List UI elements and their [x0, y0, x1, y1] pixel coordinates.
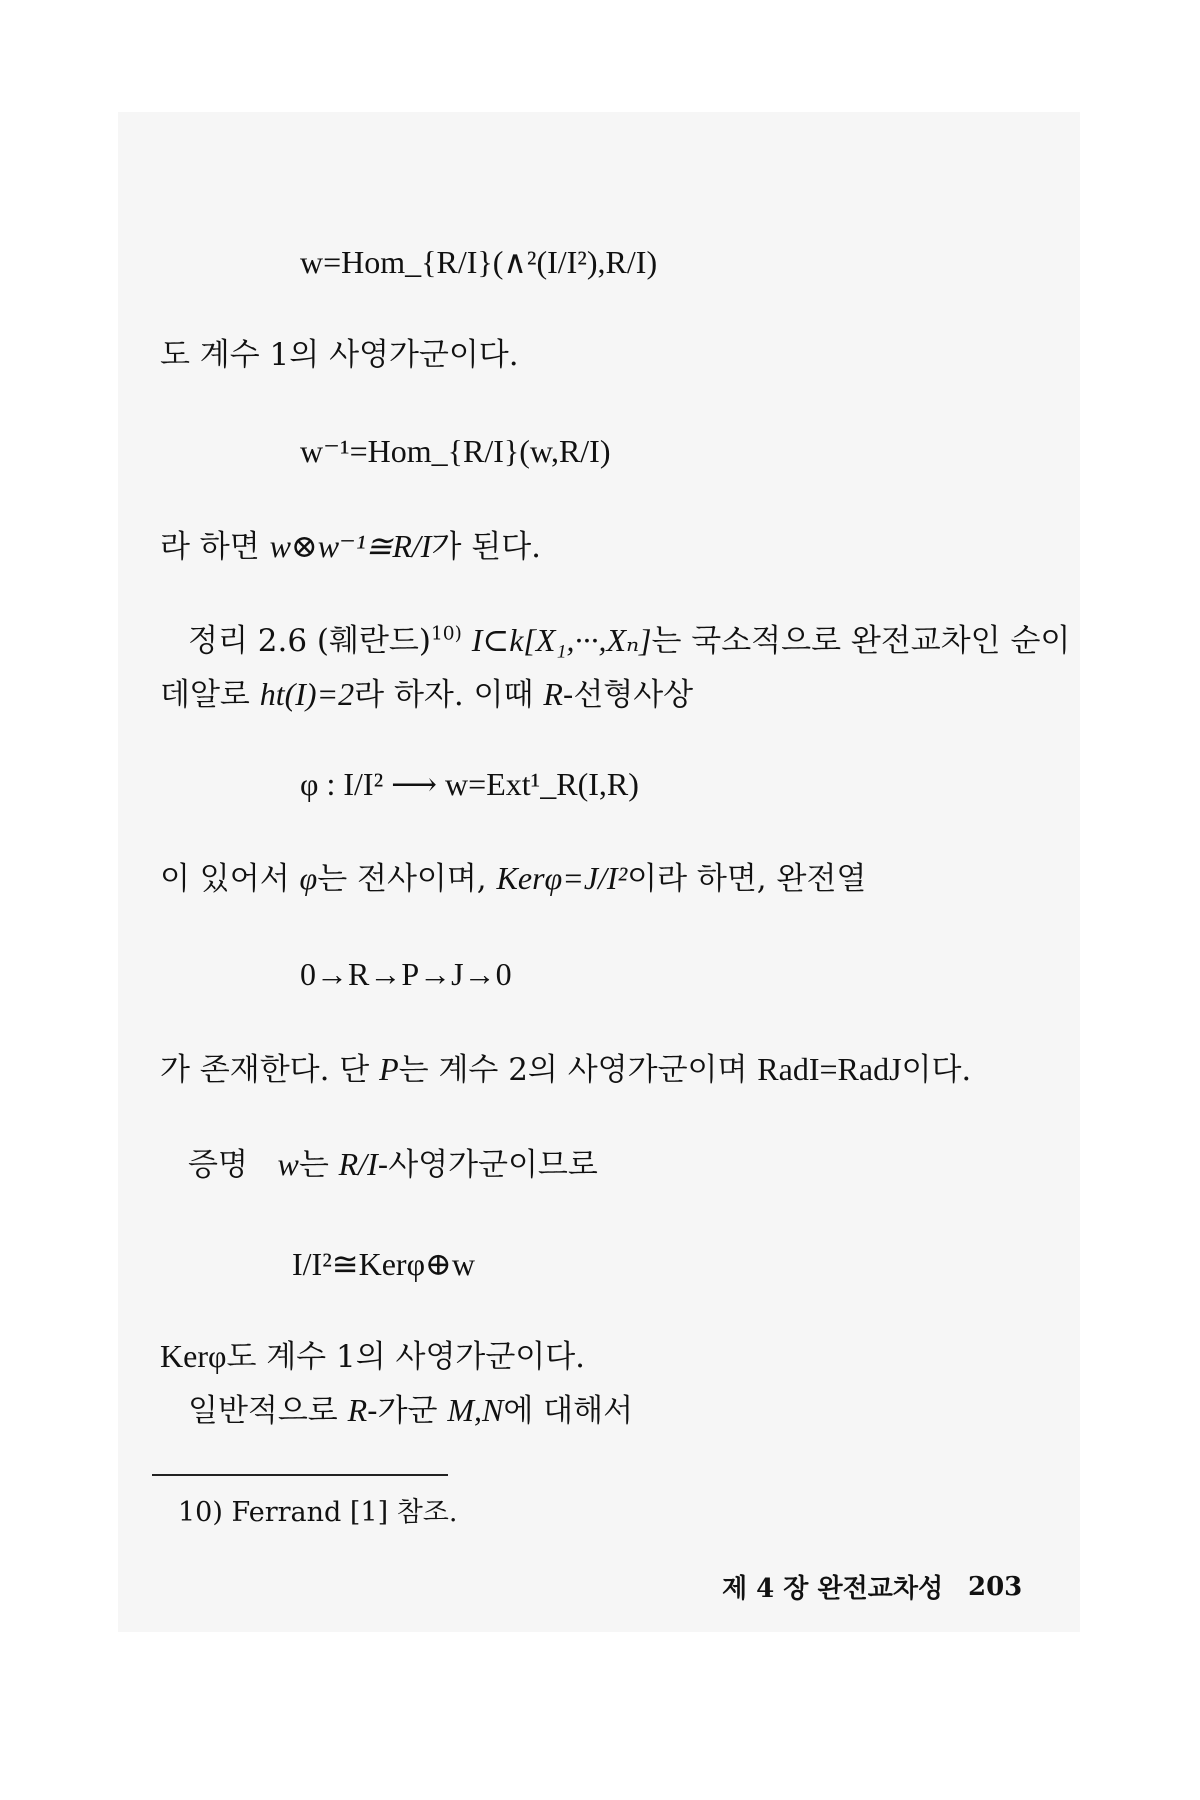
math-inline: Kerφ [160, 1338, 227, 1374]
text-fragment: -가군 [367, 1393, 438, 1429]
text-fragment: 도 계수 1의 사영가군이다. [226, 1339, 586, 1375]
math-inline: R [543, 676, 563, 712]
proof-line [188, 1148, 598, 1181]
footnote-rule [152, 1474, 448, 1476]
text-fragment: 이다. [901, 1052, 972, 1088]
math-inline: RadI=RadJ [757, 1051, 902, 1087]
equation-hom-w: w=Hom_{R/I}(∧²(I/I²),R/I) [300, 244, 658, 280]
text-fragment: 이 있어서 [160, 861, 290, 897]
text-fragment: 가 존재한다. 단 [160, 1052, 370, 1088]
math-inline: R [347, 1392, 368, 1428]
text-fragment: 이라 하면, 완전열 [627, 861, 867, 897]
equation-w-inverse: w⁻¹=Hom_{R/I}(w,R/I) [300, 433, 611, 469]
text-fragment: 가 된다. [431, 529, 541, 565]
equation-isomorphism: I/I²≅Kerφ⊕w [292, 1246, 475, 1282]
text-fragment: 라 하자. 이때 [354, 677, 534, 713]
equation-phi: φ : I/I² ⟶ w=Ext¹_R(I,R) [300, 766, 639, 802]
text-line-rank-one: 도 계수 1의 사영가군이다. [160, 337, 519, 373]
footnote-marker: 10) [430, 623, 462, 645]
theorem-statement-line-2 [160, 678, 693, 711]
math-inline: I⊂k[X₁,···,Xₙ] [471, 622, 652, 658]
theorem-statement-line-1 [188, 624, 1070, 657]
math-inline: w⊗w⁻¹≅R/I [269, 528, 432, 564]
running-head-chapter: 제 4 장 완전교차성 [722, 1574, 944, 1604]
text-fragment: 는 전사이며, [317, 861, 487, 897]
math-inline: R/I [338, 1146, 378, 1182]
math-inline: φ [299, 860, 318, 896]
text-fragment: 데알로 [160, 677, 250, 713]
text-fragment: -사영가군이므로 [377, 1147, 598, 1183]
footnote: 10) Ferrand [1] 참조. [178, 1497, 458, 1528]
text-line-general [188, 1394, 633, 1427]
text-fragment: -선형사상 [562, 677, 694, 713]
text-fragment: 는 [298, 1147, 329, 1183]
text-line-kernel-rank [160, 1340, 585, 1373]
text-fragment: 는 국소적으로 완전교차인 순이 [651, 623, 1071, 659]
theorem-label: 정리 2.6 [188, 623, 308, 659]
theorem-name: (훼란드) [316, 623, 431, 659]
text-line-kernel [160, 862, 866, 895]
math-inline: w [277, 1146, 299, 1182]
text-line-exists [160, 1053, 971, 1086]
text-fragment: 라 하면 [160, 529, 260, 565]
equation-exact-sequence: 0→R→P→J→0 [300, 956, 512, 992]
text-fragment: 일반적으로 [188, 1393, 338, 1429]
math-inline: P [379, 1051, 399, 1087]
math-inline: Kerφ=J/I² [496, 860, 628, 896]
text-line-tensor [160, 530, 541, 563]
text-fragment: 에 대해서 [503, 1393, 634, 1429]
math-inline: M,N [447, 1392, 504, 1428]
proof-label: 증명 [188, 1147, 248, 1183]
text-fragment: 는 계수 2의 사영가군이며 [398, 1052, 748, 1088]
page-number: 203 [968, 1572, 1023, 1602]
math-inline: ht(I)=2 [259, 676, 355, 712]
